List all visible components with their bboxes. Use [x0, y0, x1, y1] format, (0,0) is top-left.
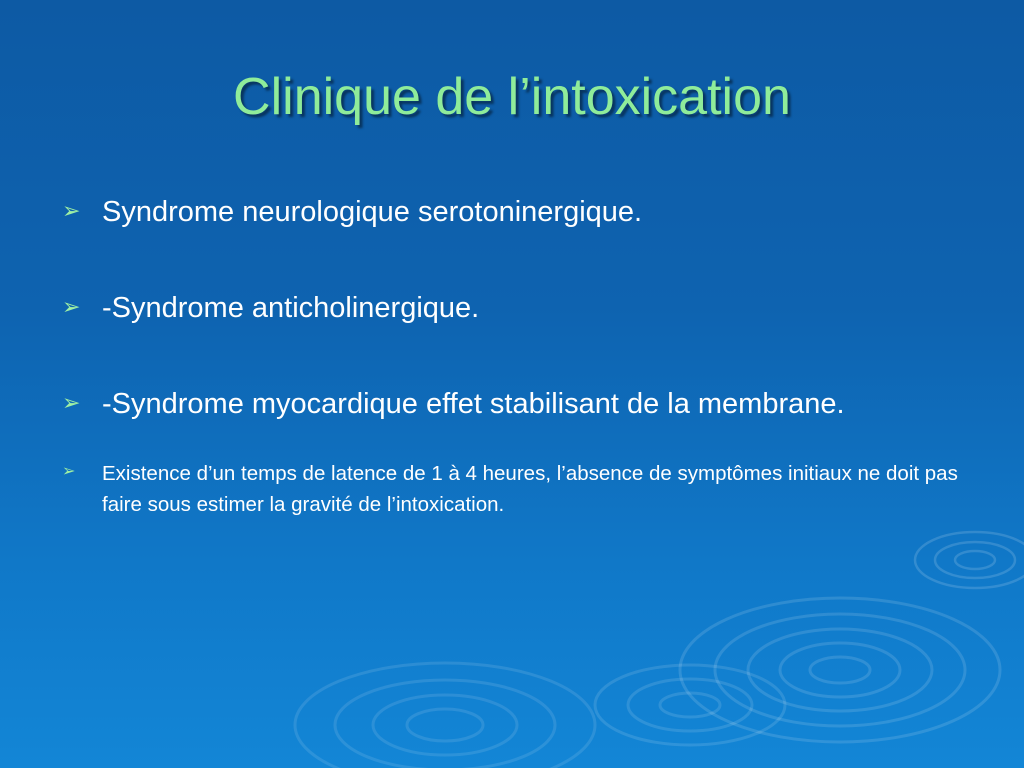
arrow-bullet-icon: ➢ [62, 198, 81, 223]
bullet-list [62, 192, 962, 520]
bullet-item-myocardial [62, 384, 962, 424]
bullet-text: Existence d’un temps de latence de 1 à 4 heures, l’absence de symptômes initiaux ne doit pas faire sous estimer la gravité de l’intoxication. [102, 462, 958, 516]
ripple-group-right [680, 598, 1000, 742]
ripple-group-far-right [915, 532, 1024, 588]
arrow-bullet-icon: ➢ [62, 463, 76, 480]
bullet-item-serotoninergic [62, 192, 962, 232]
ripple-group-bottom-center [295, 663, 595, 768]
bullet-text: Syndrome neurologique serotoninergique. [102, 196, 643, 228]
bullet-text: -Syndrome anticholinergique. [102, 292, 480, 324]
bullet-item-latency [62, 458, 982, 520]
bullet-item-anticholinergic [62, 288, 962, 328]
slide-title: Clinique de l’intoxication [233, 68, 791, 126]
ripple-group-bottom-mid [595, 665, 785, 745]
arrow-bullet-icon: ➢ [62, 294, 81, 319]
arrow-bullet-icon: ➢ [62, 390, 81, 415]
bullet-text: -Syndrome myocardique effet stabilisant de la membrane. [102, 388, 845, 420]
